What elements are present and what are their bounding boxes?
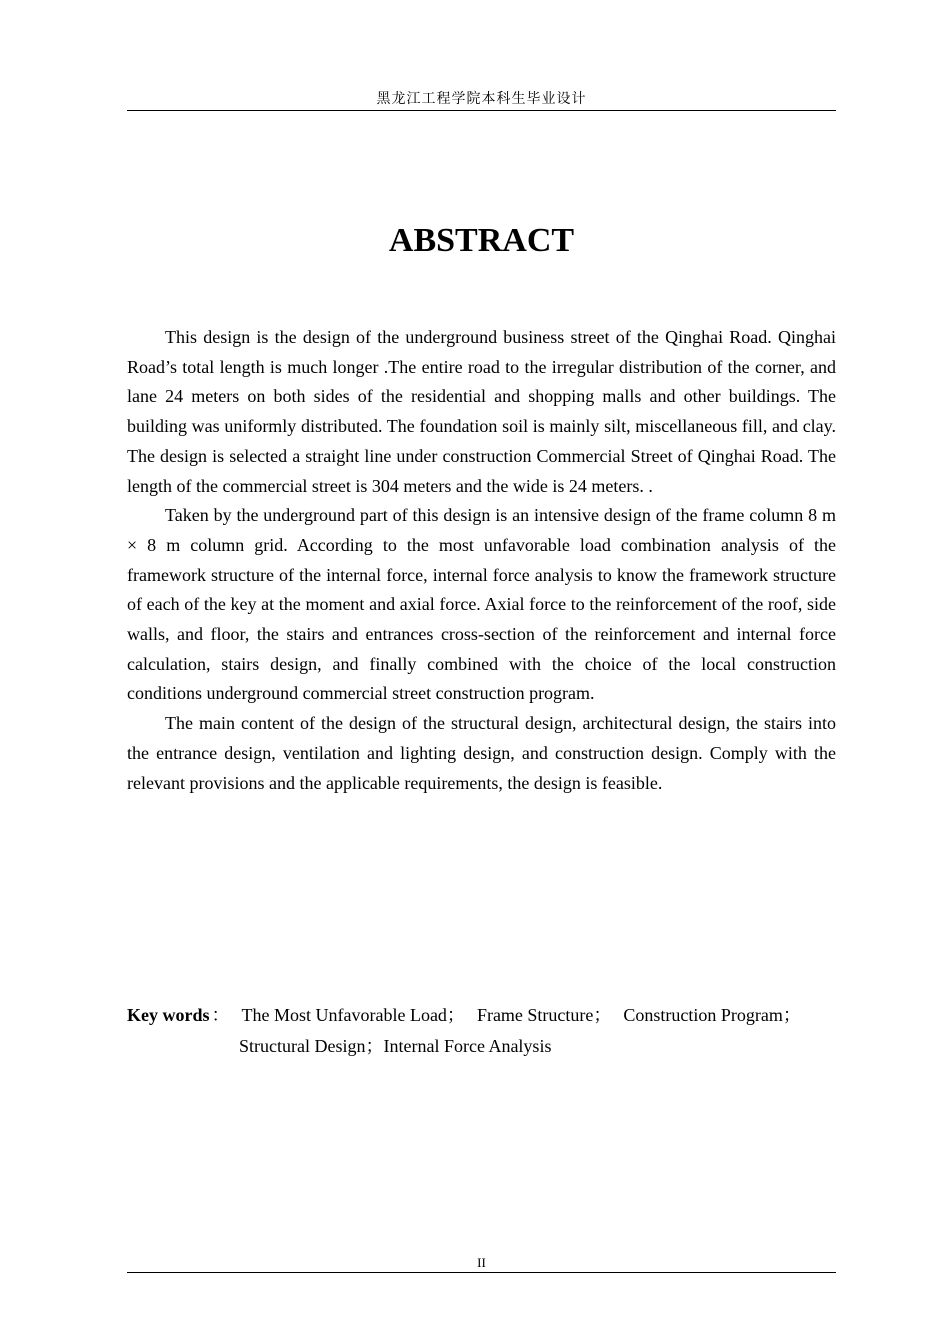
keywords-section [127, 1000, 836, 1062]
keywords-row-2 [127, 1031, 836, 1062]
keyword-item: Construction Program； [623, 1005, 801, 1025]
page-title: ABSTRACT [388, 222, 575, 259]
footer-rule [127, 1272, 836, 1273]
keyword-item: The Most Unfavorable Load； [241, 1005, 465, 1025]
abstract-paragraph-1: This design is the design of the underground business street of the Qinghai Road. Qinghai Road’s total length is much longer .The entire road to the irregular distribution of the corner, and lane 24 meters on both sides of the residential and shopping malls and other buildings. The building was uniformly distributed. The foundation soil is mainly silt, miscellaneous fill, and clay. The design is selected a straight line under construction Commercial Street of Qinghai Road. The length of the commercial street is 304 meters and the wide is 24 meters. . [127, 327, 836, 496]
keyword-item: Structural Design； [239, 1036, 384, 1056]
header-rule [127, 110, 836, 111]
keyword-item: Frame Structure； [476, 1005, 612, 1025]
keyword-item: Internal Force Analysis [383, 1036, 552, 1056]
abstract-body [127, 323, 836, 798]
running-header: 黑龙江工程学院本科生毕业设计 [376, 91, 587, 107]
keywords-row-1 [127, 1000, 836, 1031]
abstract-paragraph-2: Taken by the underground part of this design is an intensive design of the frame column 8 m × 8 m column grid. According to the most unfavorable load combination analysis of the framework structure of the internal force, internal force analysis to know the framework structure of each of the key at the moment and axial force. Axial force to the reinforcement of the roof, side walls, and floor, the stairs and entrances cross-section of the reinforcement and internal force calculation, stairs design, and finally combined with the choice of the local construction conditions underground commercial street construction program. [127, 505, 836, 704]
keywords-separator: ： [211, 1005, 230, 1025]
keywords-label: Key words [127, 1005, 210, 1025]
page-number: II [477, 1255, 486, 1270]
abstract-paragraph-3: The main content of the design of the structural design, architectural design, the stairs into the entrance design, ventilation and lighting design, and construction design. Comply with the relevant provisions and the applicable requirements, the design is feasible. [127, 713, 836, 793]
